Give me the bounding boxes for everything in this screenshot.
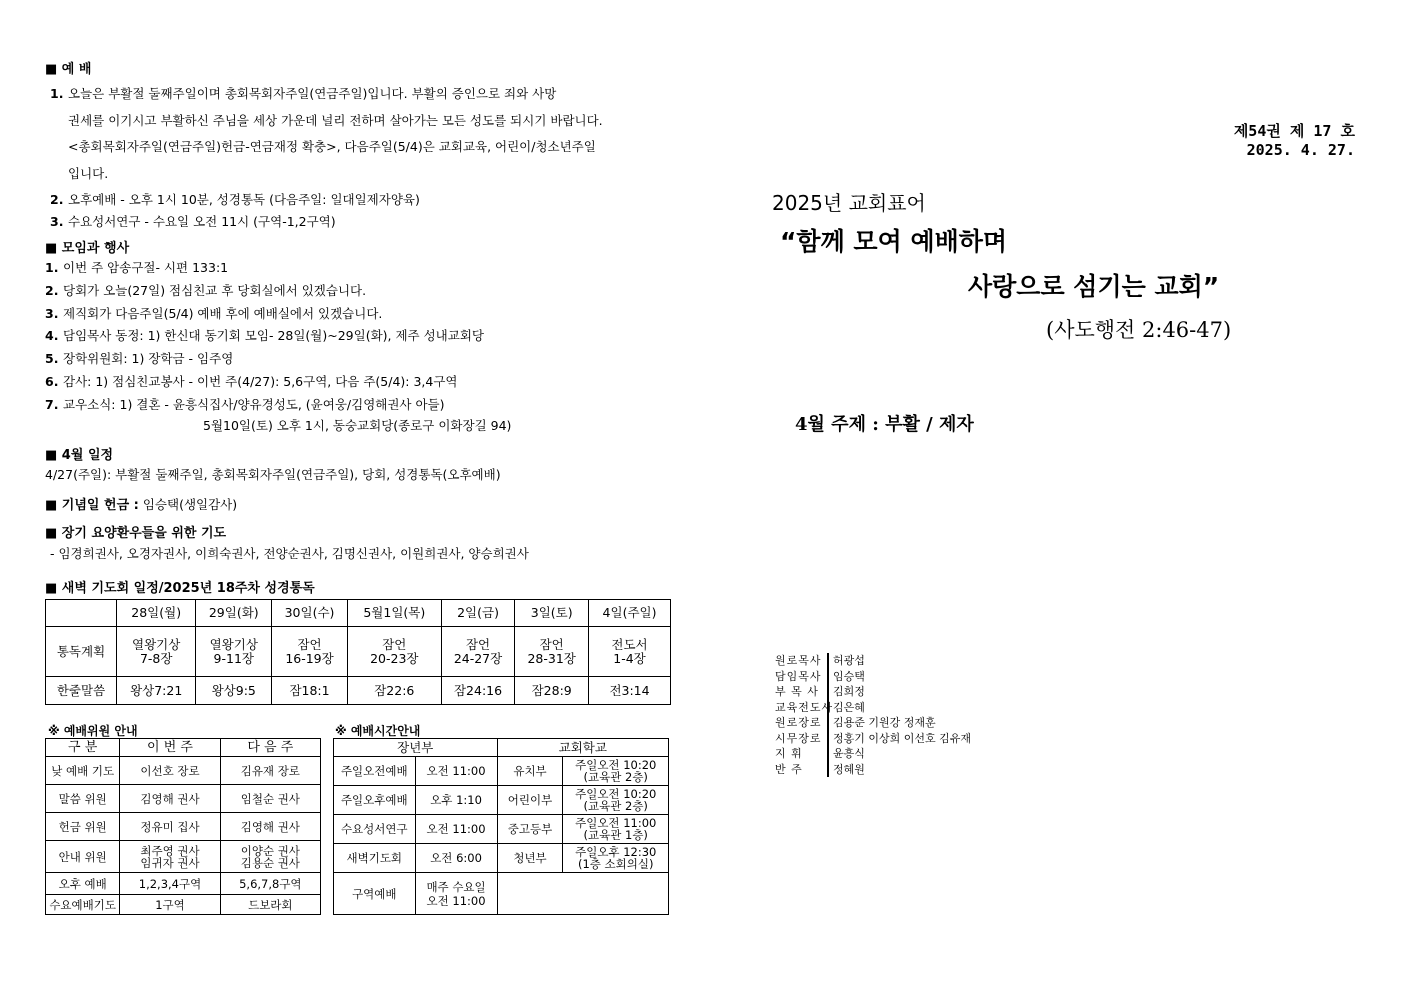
meetings-heading: ■ 모임과 행사 (45, 241, 130, 256)
motto-reference: (사도행전 2:46-47) (1046, 318, 1232, 342)
duty-column-header: 다 음 주 (220, 739, 320, 757)
dawn-cell-line: 잠언 (382, 636, 407, 652)
times-row-label: 어린이부 (497, 786, 563, 815)
worship-item-line (50, 111, 680, 138)
duty-cell: 이선호 장로 (120, 757, 220, 785)
dawn-cell (347, 627, 441, 677)
times-row-label: 주일오후예배 (334, 786, 416, 815)
times-empty-cell (497, 873, 668, 915)
times-row-label: 중고등부 (497, 815, 563, 844)
dawn-cell (272, 627, 348, 677)
dawn-cell-line: 전3:14 (609, 682, 650, 698)
duty-cell: 드보라회 (220, 895, 320, 915)
dawn-cell-line: 왕상7:21 (130, 682, 183, 698)
meeting-item-number: 6. (45, 373, 59, 389)
dawn-cell (117, 627, 196, 677)
worship-item-line (50, 164, 680, 191)
meetings-list (45, 258, 685, 418)
dawn-cell (515, 627, 589, 677)
meeting-item-number: 1. (45, 260, 59, 275)
times-cell: 주일오전 10:20 (교육관 2층) (563, 757, 669, 786)
dawn-cell-line: 1-4장 (613, 650, 646, 666)
meeting-item-text: 감사: 1) 점심친교봉사 - 이번 주(4/27): 5,6구역, 다음 주(5/4): 3,4구역 (63, 373, 458, 389)
staff-role: 교육전도사 (775, 700, 834, 714)
meeting-item (45, 372, 685, 395)
times-table (333, 738, 669, 915)
staff-names: 김용준 기원강 정재훈 (833, 716, 936, 729)
staff-role: 부 목 사 (775, 684, 829, 700)
staff-names: 김희정 (833, 685, 865, 698)
dawn-cell-line: 9-11장 (213, 650, 254, 666)
worship-item-number: 1. (50, 86, 64, 101)
memorial-heading: ■ 기념일 헌금 : (45, 498, 139, 513)
duty-column-header: 구 분 (46, 739, 120, 757)
staff-role: 시무장로 (775, 731, 829, 747)
motto-label: 2025년 교회표어 (772, 191, 926, 215)
staff-names: 허광섭 (833, 654, 865, 667)
times-column-header: 교회학교 (497, 739, 668, 757)
times-cell: 주일오후 12:30 (1층 소회의실) (563, 844, 669, 873)
duty-cell: 1구역 (120, 895, 220, 915)
meeting-item-text: 당회가 오늘(27일) 점심친교 후 당회실에서 있겠습니다. (63, 282, 367, 298)
worship-item-text: 권세를 이기시고 부활하신 주님을 세상 가운데 널리 전하며 살아가는 모든 성도를 되시기 바랍니다. (68, 112, 603, 128)
dawn-day-header: 2일(금) (441, 600, 515, 627)
meeting-item (45, 304, 685, 327)
duty-cell: 1,2,3,4구역 (120, 873, 220, 895)
motto-line-2: 사랑으로 섬기는 교회” (968, 272, 1220, 301)
dawn-day-header: 28일(월) (117, 600, 196, 627)
staff-row (775, 762, 971, 778)
worship-item-line (50, 190, 680, 212)
motto-line-1: “함께 모여 예배하며 (780, 227, 1008, 256)
dawn-cell-line: 잠18:1 (289, 682, 330, 698)
prayer-text: - 임경희권사, 오경자권사, 이희숙권사, 전양순권사, 김명신권사, 이원희권사, 양승희권사 (50, 546, 529, 561)
staff-role: 담임목사 (775, 669, 829, 685)
duty-row-label: 안내 위원 (46, 841, 120, 873)
worship-item-text: 수요성서연구 - 수요일 오전 11시 (구역-1,2구역) (68, 214, 336, 229)
dawn-corner (46, 600, 117, 627)
dawn-cell-line: 20-23장 (370, 650, 419, 666)
times-row-label: 구역예배 (334, 873, 416, 915)
duty-cell: 김유재 장로 (220, 757, 320, 785)
dawn-day-header: 3일(토) (515, 600, 589, 627)
staff-row (775, 684, 971, 700)
staff-list (775, 653, 971, 777)
duty-table (45, 738, 321, 915)
dawn-cell-line: 24-27장 (453, 650, 503, 666)
times-row-label: 주일오전예배 (334, 757, 416, 786)
dawn-cell-line: 28-31장 (527, 650, 576, 666)
times-heading: ※ 예배시간안내 (335, 724, 421, 738)
dawn-table (45, 599, 671, 705)
dawn-cell-line: 전도서 (611, 636, 648, 652)
meeting-item (45, 349, 685, 372)
dawn-day-header: 29일(화) (196, 600, 272, 627)
duty-heading: ※ 예배위원 안내 (48, 724, 138, 738)
times-cell: 오후 1:10 (415, 786, 497, 815)
times-cell: 오전 11:00 (415, 815, 497, 844)
meeting-item (45, 395, 685, 418)
dawn-cell (196, 677, 272, 705)
worship-item-text: <총회목회자주일(연금주일)헌금-연금재정 확충>, 다음주일(5/4)은 교회교육, 어린이/청소년주일 (68, 139, 596, 154)
memorial-line (45, 494, 237, 513)
staff-role: 지 휘 (775, 746, 829, 762)
meeting-item-text: 장학위원회: 1) 장학금 - 임주영 (63, 351, 234, 367)
staff-names: 윤흥식 (833, 747, 865, 760)
duty-row-label: 말씀 위원 (46, 785, 120, 813)
times-cell: 매주 수요일 오전 11:00 (415, 873, 497, 915)
meeting-item (45, 326, 685, 349)
issue-date: 2025. 4. 27. (1246, 141, 1355, 159)
times-cell: 오전 6:00 (415, 844, 497, 873)
duty-cell: 5,6,7,8구역 (220, 873, 320, 895)
staff-names: 정혜원 (833, 762, 865, 776)
times-cell: 오전 11:00 (415, 757, 497, 786)
dawn-cell-line: 잠24:16 (453, 682, 503, 698)
worship-item-text: 입니다. (68, 165, 109, 181)
dawn-cell-line: 왕상9:5 (211, 682, 256, 698)
times-cell: 주일오전 10:20 (교육관 2층) (563, 786, 669, 815)
dawn-row-label: 통독계획 (46, 627, 117, 677)
worship-item-line (50, 137, 680, 164)
dawn-row-label: 한줄말씀 (46, 677, 117, 705)
dawn-cell (441, 627, 515, 677)
dawn-cell-line: 잠언 (297, 636, 322, 652)
meeting-item-number: 7. (45, 396, 59, 412)
times-row-label: 새벽기도회 (334, 844, 416, 873)
times-row-label: 유치부 (497, 757, 563, 786)
staff-row (775, 653, 971, 669)
dawn-day-header: 4일(주일) (589, 600, 671, 627)
dawn-cell-line: 열왕기상 (132, 636, 181, 652)
duty-cell: 임철순 권사 (220, 785, 320, 813)
meeting-item-number: 2. (45, 282, 59, 298)
dawn-cell-line: 7-8장 (139, 650, 173, 666)
meeting-item-number: 3. (45, 305, 59, 321)
meeting-item-text: 교우소식: 1) 결혼 - 윤흥식집사/양유경성도, (윤여웅/김영해권사 아들) (63, 396, 445, 412)
duty-cell: 최주영 권사 임귀자 권사 (120, 841, 220, 873)
meeting-item-text: 담임목사 동정: 1) 한신대 동기회 모임- 28일(월)~29일(화), 제주 성내교회당 (63, 328, 484, 344)
dawn-cell (347, 677, 441, 705)
duty-row-label: 수요예배기도 (46, 895, 120, 915)
dawn-cell (515, 677, 589, 705)
times-row-label: 수요성서연구 (334, 815, 416, 844)
meeting-item (45, 281, 685, 304)
staff-row (775, 746, 971, 762)
worship-heading: ■ 예 배 (45, 62, 92, 77)
issue-number: 제54권 제 17 호 (1233, 122, 1355, 140)
dawn-cell-line: 잠22:6 (374, 682, 415, 698)
month-theme: 4월 주제 : 부활 / 제자 (795, 414, 974, 435)
dawn-cell (272, 677, 348, 705)
meeting-item (45, 258, 685, 281)
meeting-item-text: 이번 주 암송구절- 시편 133:1 (63, 260, 229, 275)
duty-cell: 이양순 권사 김용순 권사 (220, 841, 320, 873)
worship-item-line (50, 84, 680, 111)
dawn-day-header: 30일(수) (272, 600, 348, 627)
staff-row (775, 700, 971, 716)
prayer-heading: ■ 장기 요양환우들을 위한 기도 (45, 526, 227, 541)
worship-item-number: 3. (50, 214, 64, 229)
dawn-cell (589, 677, 671, 705)
worship-item-text: 오늘은 부활절 둘째주일이며 총회목회자주일(연금주일)입니다. 부활의 증인으로 죄와 사망 (68, 86, 557, 101)
dawn-cell (117, 677, 196, 705)
dawn-heading: ■ 새벽 기도회 일정/2025년 18주차 성경통독 (45, 581, 315, 596)
duty-row-label: 낮 예배 기도 (46, 757, 120, 785)
meeting-item-number: 4. (45, 328, 59, 344)
duty-row-label: 오후 예배 (46, 873, 120, 895)
staff-names: 정홍기 이상희 이선호 김유재 (833, 731, 972, 745)
duty-row-label: 헌금 위원 (46, 813, 120, 841)
times-cell: 주일오전 11:00 (교육관 1층) (563, 815, 669, 844)
dawn-cell (196, 627, 272, 677)
dawn-day-header: 5월1일(목) (347, 600, 441, 627)
times-row-label: 청년부 (497, 844, 563, 873)
worship-list (50, 84, 680, 234)
duty-cell: 정유미 집사 (120, 813, 220, 841)
dawn-cell (589, 627, 671, 677)
meeting-item-text: 제직회가 다음주일(5/4) 예배 후에 예배실에서 있겠습니다. (63, 305, 383, 321)
staff-role: 원로목사 (775, 653, 829, 669)
worship-item-number: 2. (50, 192, 64, 207)
duty-cell: 김영해 권사 (120, 785, 220, 813)
duty-cell: 김영해 권사 (220, 813, 320, 841)
staff-names: 임승택 (833, 669, 865, 683)
staff-row (775, 731, 971, 747)
dawn-cell-line: 잠언 (465, 636, 491, 652)
staff-row (775, 669, 971, 685)
staff-role: 반 주 (775, 762, 829, 778)
dawn-cell-line: 16-19장 (285, 650, 334, 666)
dawn-cell-line: 잠언 (539, 636, 564, 652)
worship-item-text: 오후예배 - 오후 1시 10분, 성경통독 (다음주일: 일대일제자양육) (68, 192, 420, 207)
dawn-cell-line: 열왕기상 (209, 636, 258, 652)
staff-row (775, 715, 971, 731)
duty-column-header: 이 번 주 (120, 739, 220, 757)
meetings-continuation: 5월10일(토) 오후 1시, 동숭교회당(종로구 이화장길 94) (203, 418, 512, 433)
staff-role: 원로장로 (775, 715, 829, 731)
meeting-item-number: 5. (45, 351, 59, 367)
april-text: 4/27(주일): 부활절 둘째주일, 총회목회자주일(연금주일), 당회, 성경통독(오후예배) (45, 467, 501, 482)
worship-item-line (50, 212, 680, 234)
dawn-cell-line: 잠28:9 (531, 682, 572, 698)
staff-names: 김은혜 (833, 700, 865, 714)
dawn-cell (441, 677, 515, 705)
april-heading: ■ 4월 일정 (45, 448, 114, 463)
times-column-header: 장년부 (334, 739, 498, 757)
memorial-text: 임승택(생일감사) (142, 497, 238, 512)
